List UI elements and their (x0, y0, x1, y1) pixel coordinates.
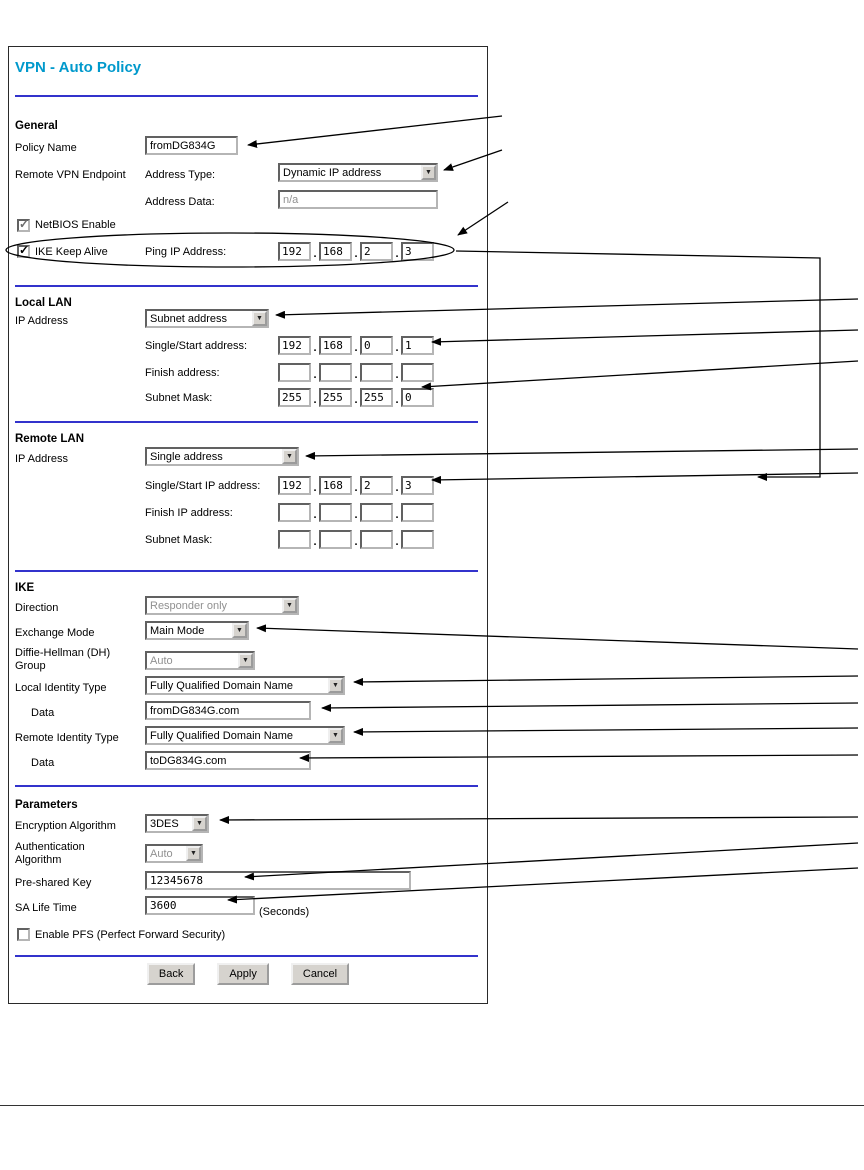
local-lan-heading: Local LAN (15, 297, 72, 309)
ip-octet-input[interactable] (401, 503, 434, 522)
dh-group-label-line1: Diffie-Hellman (DH) (15, 647, 111, 659)
ip-octet-input[interactable] (360, 388, 393, 407)
dh-group-label-line2: Group (15, 660, 46, 672)
remote-vpn-endpoint-label: Remote VPN Endpoint (15, 169, 126, 181)
policy-name-label: Policy Name (15, 142, 77, 154)
chevron-down-icon[interactable]: ▼ (328, 728, 343, 743)
ip-octet-input[interactable] (278, 530, 311, 549)
octet-dot: . (395, 394, 399, 406)
octet-dot: . (313, 369, 317, 381)
check-icon: ✓ (19, 217, 30, 231)
octet-dot: . (395, 509, 399, 521)
check-icon: ✓ (19, 243, 30, 257)
auth-algorithm-label-line2: Algorithm (15, 854, 62, 866)
ip-octet-input[interactable] (278, 363, 311, 382)
auth-algorithm-label-line1: Authentication (15, 841, 85, 853)
preshared-key-input[interactable] (145, 871, 411, 890)
ip-octet-input[interactable] (401, 530, 434, 549)
dh-group-select (145, 651, 255, 670)
ip-octet-input[interactable] (401, 336, 434, 355)
remote-identity-type-label: Remote Identity Type (15, 732, 119, 744)
sa-life-time-input[interactable] (145, 896, 255, 915)
address-data-input (278, 190, 438, 209)
chevron-down-icon[interactable]: ▼ (328, 678, 343, 693)
direction-value: Responder only (150, 600, 228, 612)
direction-label: Direction (15, 602, 59, 614)
remote-subnet-mask-label: Subnet Mask: (145, 534, 213, 546)
chevron-down-icon[interactable]: ▼ (192, 816, 207, 831)
apply-button[interactable]: Apply (217, 963, 269, 985)
local-ip-address-value: Subnet address (150, 313, 228, 325)
preshared-key-label: Pre-shared Key (15, 877, 92, 889)
octet-dot: . (313, 248, 317, 260)
enable-pfs-label: Enable PFS (Perfect Forward Security) (35, 929, 226, 941)
remote-ip-address-value: Single address (150, 451, 223, 463)
exchange-mode-value: Main Mode (150, 625, 205, 637)
page-footer-rule (0, 1105, 864, 1106)
vpn-auto-policy-panel (8, 46, 488, 1004)
parameters-heading: Parameters (15, 799, 78, 811)
sa-life-time-label: SA Life Time (15, 902, 77, 914)
ping-ip-octets (278, 242, 434, 261)
local-identity-data-label: Data (31, 707, 55, 719)
octet-dot: . (313, 482, 317, 494)
netbios-enable-label: NetBIOS Enable (35, 219, 116, 231)
remote-identity-type-select[interactable] (145, 726, 345, 745)
remote-ip-address-select[interactable] (145, 447, 299, 466)
octet-dot: . (354, 248, 358, 260)
encryption-algorithm-label: Encryption Algorithm (15, 820, 116, 832)
section-divider (15, 421, 478, 423)
local-identity-type-label: Local Identity Type (15, 682, 107, 694)
local-ip-address-label: IP Address (15, 315, 68, 327)
ip-octet-input[interactable] (319, 388, 352, 407)
local-subnet-mask-octets (278, 388, 434, 407)
ip-octet-input[interactable] (319, 503, 352, 522)
ip-octet-input[interactable] (278, 336, 311, 355)
auth-algorithm-select (145, 844, 203, 863)
ip-octet-input[interactable] (319, 476, 352, 495)
octet-dot: . (395, 248, 399, 260)
section-divider (15, 570, 478, 572)
address-type-label: Address Type: (145, 169, 216, 181)
section-divider (15, 95, 478, 97)
octet-dot: . (313, 536, 317, 548)
octet-dot: . (354, 482, 358, 494)
chevron-down-icon: ▼ (238, 653, 253, 668)
remote-lan-heading: Remote LAN (15, 433, 85, 445)
ip-octet-input[interactable] (319, 242, 352, 261)
chevron-down-icon[interactable]: ▼ (282, 449, 297, 464)
octet-dot: . (354, 394, 358, 406)
exchange-mode-select[interactable] (145, 621, 249, 640)
local-ip-address-select[interactable] (145, 309, 269, 328)
ip-octet-input[interactable] (401, 388, 434, 407)
octet-dot: . (354, 509, 358, 521)
chevron-down-icon: ▼ (186, 846, 201, 861)
remote-single-start-label: Single/Start IP address: (145, 480, 261, 492)
local-identity-data-input[interactable] (145, 701, 311, 720)
ike-heading: IKE (15, 582, 35, 594)
remote-single-start-octets (278, 476, 434, 495)
ip-octet-input[interactable] (360, 476, 393, 495)
encryption-algorithm-select[interactable] (145, 814, 209, 833)
ip-octet-input[interactable] (401, 476, 434, 495)
ip-octet-input[interactable] (360, 363, 393, 382)
remote-identity-type-value: Fully Qualified Domain Name (150, 730, 294, 742)
encryption-algorithm-value: 3DES (150, 818, 179, 830)
local-single-start-label: Single/Start address: (145, 340, 248, 352)
local-finish-label: Finish address: (145, 367, 220, 379)
ip-octet-input[interactable] (319, 363, 352, 382)
enable-pfs-checkbox[interactable] (17, 928, 30, 941)
policy-name-input[interactable] (145, 136, 238, 155)
ip-octet-input[interactable] (401, 363, 434, 382)
exchange-mode-label: Exchange Mode (15, 627, 95, 639)
octet-dot: . (395, 369, 399, 381)
arrow-local-start-address (432, 330, 858, 342)
button-row (9, 963, 487, 985)
ip-octet-input[interactable] (278, 476, 311, 495)
dh-group-value: Auto (150, 655, 173, 667)
cancel-button[interactable]: Cancel (291, 963, 349, 985)
ike-keep-alive-label: IKE Keep Alive (35, 246, 108, 258)
octet-dot: . (313, 342, 317, 354)
ip-octet-input[interactable] (360, 242, 393, 261)
bracket-ping-to-remote (456, 251, 820, 477)
remote-ip-address-label: IP Address (15, 453, 68, 465)
address-type-select[interactable] (278, 163, 438, 182)
remote-identity-data-input[interactable] (145, 751, 311, 770)
ip-octet-input[interactable] (360, 336, 393, 355)
remote-finish-octets (278, 503, 434, 522)
local-single-start-octets (278, 336, 434, 355)
back-button[interactable]: Back (147, 963, 195, 985)
octet-dot: . (395, 482, 399, 494)
remote-subnet-mask-octets (278, 530, 434, 549)
auth-algorithm-value: Auto (150, 848, 173, 860)
section-divider (15, 785, 478, 787)
ip-octet-input[interactable] (360, 530, 393, 549)
direction-select (145, 596, 299, 615)
section-divider (15, 955, 478, 957)
address-data-label: Address Data: (145, 196, 215, 208)
address-type-value: Dynamic IP address (283, 167, 382, 179)
ip-octet-input[interactable] (360, 503, 393, 522)
chevron-down-icon: ▼ (282, 598, 297, 613)
ip-octet-input[interactable] (278, 388, 311, 407)
remote-finish-label: Finish IP address: (145, 507, 233, 519)
ike-keep-alive-checkbox[interactable] (17, 245, 30, 258)
ip-octet-input[interactable] (401, 242, 434, 261)
netbios-enable-checkbox[interactable] (17, 219, 30, 232)
octet-dot: . (354, 536, 358, 548)
octet-dot: . (395, 536, 399, 548)
remote-identity-data-label: Data (31, 757, 55, 769)
octet-dot: . (354, 369, 358, 381)
ip-octet-input[interactable] (319, 336, 352, 355)
chevron-down-icon[interactable]: ▼ (252, 311, 267, 326)
sa-life-time-unit: (Seconds) (259, 906, 310, 918)
local-subnet-mask-label: Subnet Mask: (145, 392, 213, 404)
local-finish-octets (278, 363, 434, 382)
local-identity-type-value: Fully Qualified Domain Name (150, 680, 294, 692)
ip-octet-input[interactable] (319, 530, 352, 549)
octet-dot: . (313, 394, 317, 406)
ping-ip-label: Ping IP Address: (145, 246, 227, 258)
general-heading: General (15, 120, 58, 132)
ip-octet-input[interactable] (278, 242, 311, 261)
arrow-remote-start-address (432, 473, 858, 480)
chevron-down-icon[interactable]: ▼ (421, 165, 436, 180)
local-identity-type-select[interactable] (145, 676, 345, 695)
chevron-down-icon[interactable]: ▼ (232, 623, 247, 638)
octet-dot: . (395, 342, 399, 354)
section-divider (15, 285, 478, 287)
ip-octet-input[interactable] (278, 503, 311, 522)
octet-dot: . (313, 509, 317, 521)
page-title: VPN - Auto Policy (15, 59, 142, 76)
octet-dot: . (354, 342, 358, 354)
